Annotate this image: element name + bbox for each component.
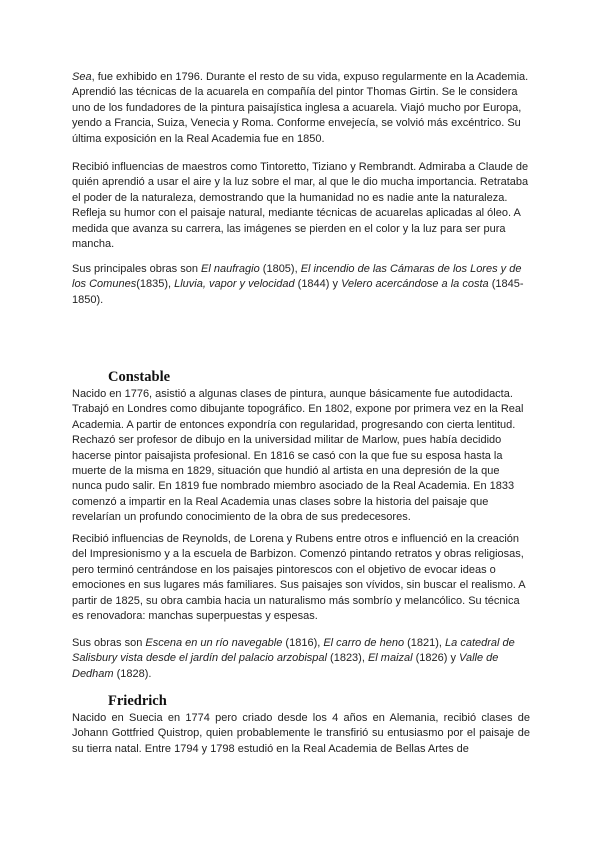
constable-heading: Constable xyxy=(108,369,171,385)
artwork-title: La catedral de Salisbury vista desde el jardín del palacio arzobispal xyxy=(72,637,515,665)
turner-paragraph-works xyxy=(72,262,530,308)
constable-paragraph-biography xyxy=(72,387,530,526)
constable-paragraph-influences xyxy=(72,532,530,624)
constable-paragraph-works xyxy=(72,636,530,682)
text-run: (1821), xyxy=(404,637,446,649)
text-run: (1828). xyxy=(113,667,152,680)
artwork-title: Sea xyxy=(72,71,92,83)
text-run: Recibió influencias de maestros como Tintoretto, Tiziano y Rembrandt. Admiraba a Claude de quién aprendió a usar el aire y la luz sobre el mar, al que le dio mucha importancia. Retrataba el poder de la naturaleza, demostrando que la humanidad no es nadie ante la naturaleza. Refleja su humor con el paisaje natural, mediante técnicas de acuarelas aplicadas al óleo. A medida que avanza su carrera, las imágenes se pierden en el color y la luz para ser pura mancha. xyxy=(72,161,529,251)
text-run: Sus principales obras son xyxy=(72,263,202,275)
text-run: Sus obras son xyxy=(72,637,146,649)
text-run: (1826) y xyxy=(412,652,460,665)
artwork-title: El maizal xyxy=(367,652,413,665)
text-run: , fue exhibido en 1796. Durante el resto de su vida, expuso regularmente en la Academia. Aprendió las técnicas de la acuarela en compañía del pintor Thomas Girtin. Se le considera uno de los fundadores de la pintura paisajística inglesa a acuarela. Viajó mucho por Europa, yendo a Francia, Suiza, Venecia y Roma. Conforme envejecía, se volvió más excéntrico. Su última exposición en la Real Academia fue en 1850. xyxy=(72,71,529,145)
turner-paragraph-influences xyxy=(72,160,530,252)
turner-paragraph-biography xyxy=(72,70,530,147)
artwork-title: El naufragio xyxy=(201,263,260,275)
artwork-title: Velero acercándose a la costa xyxy=(341,278,489,291)
text-run: (1835), xyxy=(136,278,175,291)
friedrich-paragraph-biography xyxy=(72,711,530,757)
text-run: Nacido en 1776, asistió a algunas clases de pintura, aunque básicamente fue autodidacta. Trabajó en Londres como dibujante topográfico. En 1802, expone por primera vez en la Real Academia. A partir de entonces expondría con regularidad, progresando con cierta lentitud. Rechazó ser profesor de dibujo en la universidad militar de Marlow, pues había decidido hacerse pintor paisajista profesional. En 1816 se casó con la que fue su esposa hasta la muerte de la misma en 1829, situación que hundió al artista en una depresión de la que nunca pudo salir. En 1819 fue nombrado miembro asociado de la Real Academia. En 1833 comenzó a impartir en la Real Academia unas clases sobre la historia del paisaje que revelarían un profundo conocimiento de la obra de sus predecesores. xyxy=(72,388,524,524)
text-run: (1845-1850). xyxy=(72,278,524,306)
text-run: Recibió influencias de Reynolds, de Lorena y Rubens entre otros e influenció en la creación del Impresionismo y a la escuela de Barbizon. Comenzó pintando retratos y obras religiosas, pero terminó centrándose en los paisajes pintorescos con el objetivo de evocar ideas o emociones en sus lugares más familiares. Sus paisajes son vívidos, sin buscar el realismo. A partir de 1825, su obra cambia hacia un naturalismo más sombrío y melancólico. Su técnica es renovadora: manchas superpuestas y espesas. xyxy=(72,533,526,623)
friedrich-heading: Friedrich xyxy=(108,693,167,709)
artwork-title: El incendio de las Cámaras de los Lores y de los Comunes xyxy=(72,263,522,291)
artwork-title: El carro de heno xyxy=(323,637,405,649)
text-run: (1823), xyxy=(326,652,368,665)
artwork-title: Lluvia, vapor y velocidad xyxy=(174,278,295,291)
artwork-title: Valle de Dedham xyxy=(72,652,499,680)
text-run: (1844) y xyxy=(294,278,342,291)
text-run: (1816), xyxy=(282,637,324,649)
text-run: Nacido en Suecia en 1774 pero criado desde los 4 años en Alemania, recibió clases de Johann Gottfried Quistrop, quien probablemente le transfirió su entusiasmo por el paisaje de su tierra natal. Entre 1794 y 1798 estudió en la Real Academia de Bellas Artes de xyxy=(72,712,530,755)
text-run: (1805), xyxy=(259,263,301,275)
artwork-title: Escena en un río navegable xyxy=(145,637,283,649)
